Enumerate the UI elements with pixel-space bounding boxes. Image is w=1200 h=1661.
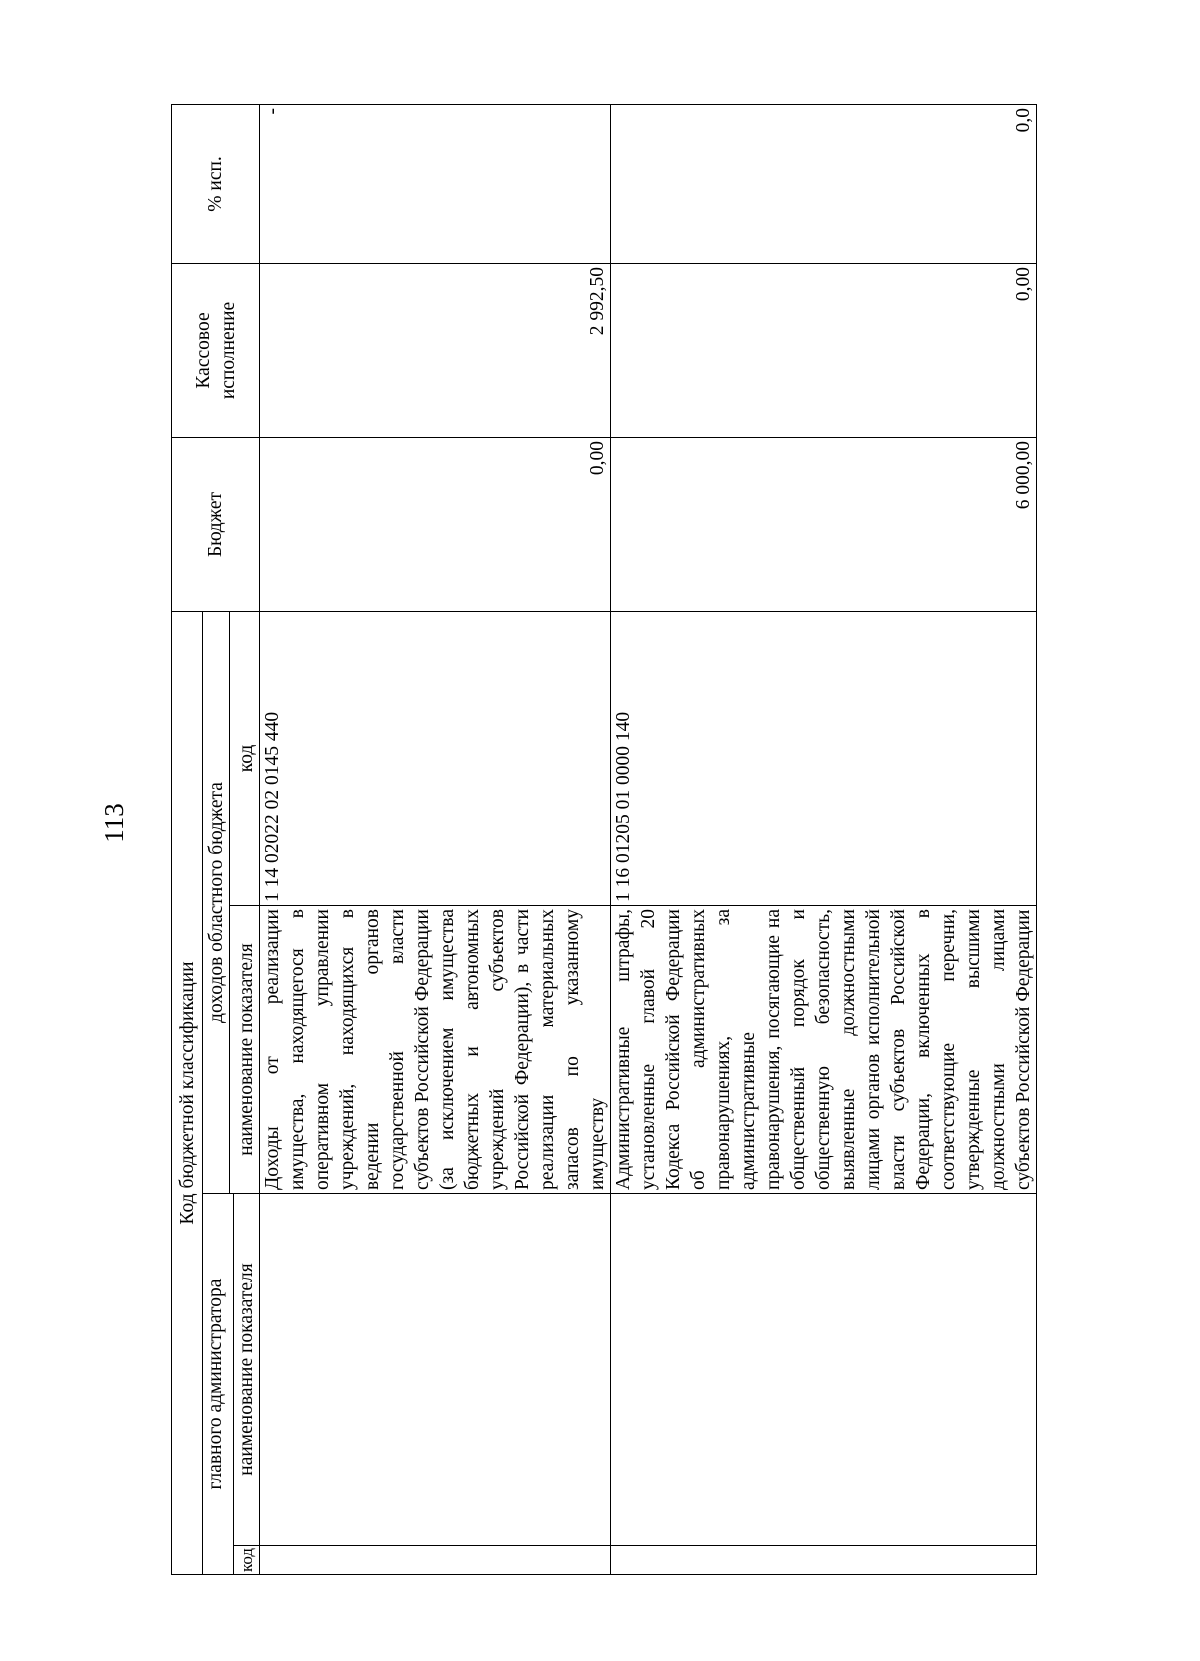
admin-name-cell — [260, 1194, 611, 1546]
cash-execution-cell: 2 992,50 — [260, 263, 611, 437]
revenue-code-cell: 1 14 02022 02 0145 440 — [260, 611, 611, 905]
cash-execution-cell: 0,00 — [611, 263, 1037, 437]
header-revenue-group: доходов областного бюджета — [203, 611, 230, 1193]
budget-cell: 6 000,00 — [611, 437, 1037, 611]
budget-classification-table — [171, 104, 1037, 1575]
admin-code-cell — [260, 1546, 611, 1575]
page-number: 113 — [99, 803, 129, 843]
header-revenue-name: наименование показателя — [230, 906, 260, 1194]
header-cash-execution: Кассовое исполнение — [172, 263, 260, 437]
header-admin-code: код — [234, 1546, 260, 1575]
rotated-table-wrapper — [171, 105, 1034, 1575]
header-revenue-code: код — [230, 611, 260, 905]
revenue-name-cell: Доходы от реализации имущества, находящегося в оперативном управлении учреждений, находящихся в ведении органов государственной власти субъектов Российской Федерации (за исключением имущества бюджетных и автономных учреждений субъектов Российской Федерации), в части реализации материальных запасов по указанному имуществу — [260, 906, 611, 1194]
admin-name-cell — [611, 1194, 1037, 1546]
header-chief-administrator: главного администратора — [203, 1194, 234, 1575]
table-row — [611, 104, 1037, 1574]
table-row — [260, 104, 611, 1574]
header-admin-name: наименование показателя — [234, 1194, 260, 1546]
percent-cell: 0,0 — [611, 104, 1037, 263]
budget-cell: 0,00 — [260, 437, 611, 611]
header-percent-execution: % исп. — [172, 104, 260, 263]
revenue-code-cell: 1 16 01205 01 0000 140 — [611, 611, 1037, 905]
revenue-name-cell: Административные штрафы, установленные главой 20 Кодекса Российской Федерации об административных правонарушениях, за административные правонарушения, посягающие на общественный порядок и общественную безопасность, выявленные должностными лицами органов исполнительной власти субъектов Российской Федерации, включенных в соответствующие перечни, утвержденные высшими должностными лицами субъектов Российской Федерации — [611, 906, 1037, 1194]
rotated-page-container — [171, 105, 1034, 1575]
header-classification-code: Код бюджетной классификации — [172, 611, 203, 1574]
header-budget: Бюджет — [172, 437, 260, 611]
percent-cell: - — [260, 104, 611, 263]
admin-code-cell — [611, 1546, 1037, 1575]
